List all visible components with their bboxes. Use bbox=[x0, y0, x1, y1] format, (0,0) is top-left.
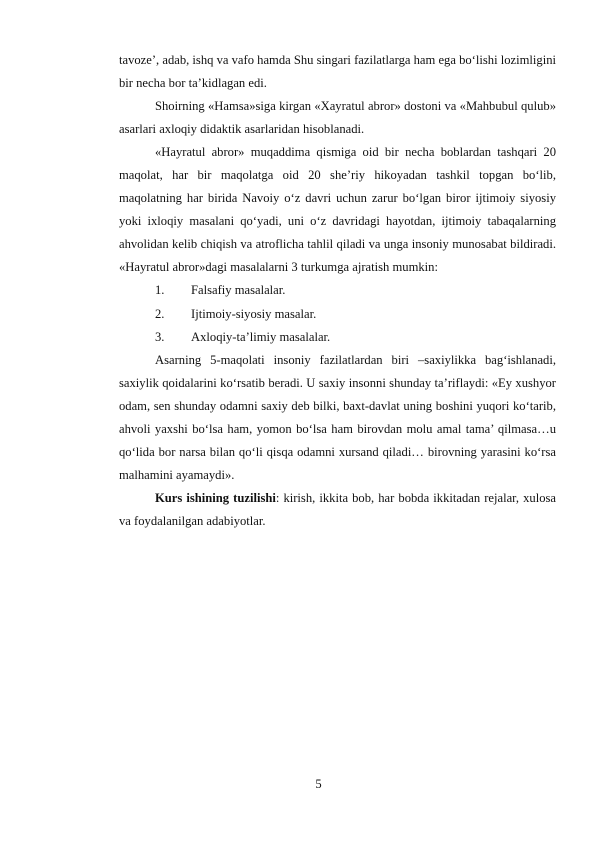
list-number: 2. bbox=[155, 306, 165, 321]
structure-label: Kurs ishining tuzilishi bbox=[155, 490, 276, 505]
list-text: Ijtimoiy-siyosiy masalar. bbox=[191, 306, 317, 321]
paragraph-saxiylik: Asarning 5-maqolati insoniy fazilatlardan biri –saxiylikka bag‘ishlanadi, saxiylik qoidalarini ko‘rsatib beradi. U saxiy insonni shunday ta’riflaydi: «Ey xushyor odam, sen shunday odamni saxiy deb bilki, baxt-davlat uning boshini yuqori ko‘tarib, ahvoli yaxshi bo‘lsa ham, yomon bo‘lsa ham birovdan molu amal tama’ qilmasa…u qo‘lida bor narsa bilan qo‘li qisqa odamni xursand qiladi… birovning yarasini ko‘rsa malhamini ayamaydi». bbox=[119, 352, 556, 482]
list-text: Axloqiy-ta’limiy masalalar. bbox=[191, 329, 331, 344]
paragraph-structure bbox=[119, 487, 556, 533]
list-item bbox=[119, 326, 556, 349]
issues-list bbox=[119, 279, 556, 348]
structure-text: : kirish, ikkita bob, har bobda ikkitadan rejalar, xulosa va foydalanilgan adabiyotlar. bbox=[119, 490, 556, 528]
list-item bbox=[119, 303, 556, 326]
paragraph-hayratul-abror: «Hayratul abror» muqaddima qismiga oid bir necha boblardan tashqari 20 maqolat, har bir maqolatga oid 20 she’riy hikoyadan tashkil topgan bo‘lib, maqolatning har birida Navoiy o‘z davri uchun zarur bo‘lgan biror ijtimoiy siyosiy yoki ixloqiy masalani qo‘yadi, uni o‘z davridagi hayotdan, ijtimoiy tabaqalarning ahvolidan kelib chiqish va atroflicha tahlil qiladi va unga insoniy munosabat bildiradi. «Hayratul abror»dagi masalalarni 3 turkumga ajratish mumkin: bbox=[119, 145, 556, 275]
paragraph-hamsa: Shoirning «Hamsa»siga kirgan «Xayratul abror» dostoni va «Mahbubul qulub» asarlari axloqiy didaktik asarlaridan hisoblanadi. bbox=[119, 99, 556, 137]
list-number: 3. bbox=[155, 329, 165, 344]
list-item bbox=[119, 279, 556, 302]
list-text: Falsafiy masalalar. bbox=[191, 283, 286, 298]
document-body bbox=[119, 49, 556, 533]
paragraph-continuation: tavoze’, adab, ishq va vafo hamda Shu singari fazilatlarga ham ega bo‘lishi lozimligini bir necha bor ta’kidlagan edi. bbox=[119, 53, 556, 91]
list-number: 1. bbox=[155, 283, 165, 298]
page-number: 5 bbox=[315, 777, 322, 791]
